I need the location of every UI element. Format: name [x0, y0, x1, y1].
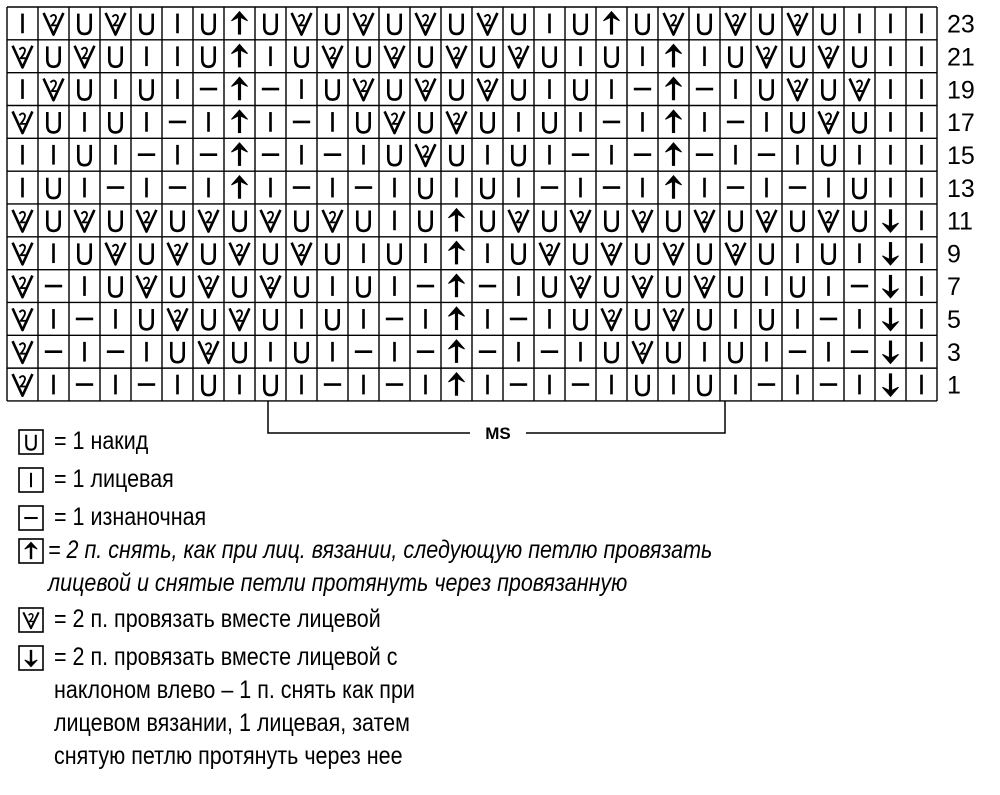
legend-text-line: лицевом вязании, 1 лицевая, затем — [54, 709, 410, 737]
yarnover-cell — [357, 46, 369, 66]
double-decrease-cell — [665, 110, 681, 133]
yarnover-cell — [295, 46, 307, 66]
chart-row — [13, 307, 922, 331]
legend-item-knit — [18, 463, 193, 496]
yarnover-cell — [822, 243, 834, 263]
yarnover-cell — [698, 375, 710, 395]
yarnover-cell — [47, 211, 59, 231]
k2tog-cell — [602, 243, 622, 265]
ssk-cell — [882, 341, 898, 364]
double-decrease-cell — [665, 77, 681, 100]
yarnover-cell — [202, 14, 214, 34]
yarnover-cell — [264, 309, 276, 329]
yarnover-cell — [667, 276, 679, 296]
yarnover-cell — [388, 79, 400, 99]
k2tog-cell — [13, 374, 33, 396]
yarnover-cell — [140, 243, 152, 263]
yarnover-cell — [512, 145, 524, 165]
k2tog-cell — [261, 210, 281, 232]
k2tog-cell — [137, 210, 157, 232]
yarnover-cell — [47, 46, 59, 66]
yarnover-cell — [78, 14, 90, 34]
k2tog-cell — [509, 46, 529, 68]
yarnover-cell — [543, 46, 555, 66]
k2tog-cell — [819, 210, 839, 232]
repeat-label: MS — [485, 424, 511, 440]
yarnover-cell — [233, 211, 245, 231]
k2tog-cell — [75, 46, 95, 68]
yarnover-cell — [450, 145, 462, 165]
chart-row — [13, 241, 922, 265]
k2tog-cell — [230, 308, 250, 330]
legend-item-purl — [18, 501, 231, 534]
yarnover-cell — [109, 112, 121, 132]
double-decrease-cell — [665, 143, 681, 166]
k2tog-cell — [571, 276, 591, 298]
legend-text-line: = 1 изнаночная — [54, 503, 207, 531]
yarnover-cell — [636, 309, 648, 329]
row-number: 21 — [947, 43, 975, 72]
k2tog-cell — [416, 13, 436, 35]
ssk-cell — [882, 209, 898, 232]
yarnover-cell — [574, 309, 586, 329]
yarnover-icon — [18, 429, 44, 455]
k2tog-cell — [757, 46, 777, 68]
k2tog-cell — [416, 144, 436, 166]
yarnover-cell — [791, 46, 803, 66]
yarnover-cell — [729, 276, 741, 296]
k2tog-cell — [44, 13, 64, 35]
k2tog-cell — [292, 243, 312, 265]
legend-text — [48, 534, 712, 600]
yarnover-cell — [233, 276, 245, 296]
k2tog-cell — [13, 111, 33, 133]
purl-icon — [18, 505, 44, 531]
k2tog-cell — [385, 46, 405, 68]
yarnover-cell — [326, 79, 338, 99]
double-decrease-cell — [448, 340, 464, 363]
yarnover-cell — [47, 178, 59, 198]
ssk-cell — [882, 275, 898, 298]
yarnover-cell — [481, 112, 493, 132]
yarnover-cell — [295, 211, 307, 231]
k2tog-cell — [726, 13, 746, 35]
yarnover-cell — [481, 178, 493, 198]
yarnover-cell — [822, 145, 834, 165]
yarnover-cell — [822, 14, 834, 34]
k2tog-cell — [354, 79, 374, 101]
k2tog-cell — [695, 210, 715, 232]
k2tog-cell — [354, 13, 374, 35]
yarnover-cell — [295, 276, 307, 296]
yarnover-cell — [326, 309, 338, 329]
yarnover-cell — [202, 375, 214, 395]
yarnover-cell — [47, 112, 59, 132]
k2tog-cell — [323, 46, 343, 68]
k2tog-cell — [137, 276, 157, 298]
k2tog-cell — [447, 111, 467, 133]
yarnover-cell — [853, 178, 865, 198]
yarnover-cell — [636, 243, 648, 263]
k2tog-cell — [664, 243, 684, 265]
double-decrease-cell — [448, 209, 464, 232]
row-number: 1 — [947, 371, 961, 400]
yarnover-cell — [698, 14, 710, 34]
legend-item-ssk — [18, 641, 474, 773]
yarnover-cell — [140, 309, 152, 329]
yarnover-cell — [109, 211, 121, 231]
legend-text-line: = 2 п. провязать вместе лицевой — [54, 605, 381, 633]
yarnover-cell — [357, 112, 369, 132]
yarnover-cell — [78, 243, 90, 263]
knit-icon — [18, 467, 44, 493]
yarnover-cell — [729, 46, 741, 66]
k2tog-cell — [509, 210, 529, 232]
k2tog-cell — [13, 276, 33, 298]
k2tog-cell — [602, 308, 622, 330]
k2tog-cell — [571, 210, 591, 232]
yarnover-cell — [698, 243, 710, 263]
yarnover-cell — [140, 79, 152, 99]
double-decrease-cell — [448, 373, 464, 396]
k2tog-cell — [633, 341, 653, 363]
legend-text-line: = 2 п. снять, как при лиц. вязании, следующую петлю провязать — [48, 536, 713, 564]
yarnover-cell — [791, 276, 803, 296]
yarnover-cell — [791, 112, 803, 132]
yarnover-cell — [388, 145, 400, 165]
legend-text-line: = 1 лицевая — [54, 465, 174, 493]
k2tog-cell — [261, 276, 281, 298]
yarnover-cell — [512, 79, 524, 99]
yarnover-cell — [357, 276, 369, 296]
k2tog-cell — [13, 210, 33, 232]
legend-text — [54, 603, 381, 636]
k2tog-cell — [106, 13, 126, 35]
yarnover-cell — [419, 211, 431, 231]
legend-item-double-decrease — [18, 534, 821, 600]
ssk-icon — [18, 645, 44, 671]
yarnover-cell — [698, 309, 710, 329]
k2tog-cell — [230, 243, 250, 265]
double-decrease-cell — [231, 143, 247, 166]
yarnover-cell — [388, 14, 400, 34]
k2tog-cell — [788, 13, 808, 35]
yarnover-cell — [729, 342, 741, 362]
yarnover-cell — [760, 14, 772, 34]
k2tog-cell — [323, 210, 343, 232]
k2tog-cell — [106, 243, 126, 265]
double-decrease-cell — [665, 44, 681, 67]
yarnover-cell — [171, 342, 183, 362]
k2tog-cell — [726, 243, 746, 265]
double-decrease-cell — [231, 110, 247, 133]
yarnover-cell — [202, 46, 214, 66]
double-decrease-cell — [448, 274, 464, 297]
yarnover-cell — [853, 211, 865, 231]
row-number: 7 — [947, 273, 961, 302]
repeat-bracket — [268, 401, 725, 440]
yarnover-cell — [171, 211, 183, 231]
row-number: 17 — [947, 109, 975, 138]
yarnover-cell — [822, 79, 834, 99]
double-decrease-cell — [448, 241, 464, 264]
k2tog-cell — [695, 276, 715, 298]
k2tog-cell — [199, 210, 219, 232]
k2tog-cell — [819, 111, 839, 133]
legend-text-line: наклоном влево – 1 п. снять как при — [54, 676, 415, 704]
row-number: 19 — [947, 76, 975, 105]
ssk-cell — [882, 242, 898, 265]
row-number: 9 — [947, 240, 961, 269]
k2tog-cell — [13, 341, 33, 363]
yarnover-cell — [78, 79, 90, 99]
yarnover-cell — [419, 112, 431, 132]
yarnover-cell — [543, 211, 555, 231]
k2tog-cell — [168, 243, 188, 265]
k2tog-cell — [664, 13, 684, 35]
yarnover-cell — [605, 46, 617, 66]
yarnover-cell — [140, 14, 152, 34]
row-number: 3 — [947, 338, 961, 367]
double-decrease-cell — [665, 176, 681, 199]
yarnover-cell — [543, 112, 555, 132]
yarnover-cell — [78, 145, 90, 165]
yarnover-cell — [605, 342, 617, 362]
yarnover-cell — [605, 211, 617, 231]
k2tog-cell — [819, 46, 839, 68]
k2tog-cell — [44, 79, 64, 101]
chart-row — [13, 373, 922, 397]
yarnover-cell — [667, 211, 679, 231]
yarnover-cell — [450, 14, 462, 34]
k2tog-cell — [199, 341, 219, 363]
yarnover-cell — [574, 79, 586, 99]
k2tog-cell — [540, 243, 560, 265]
yarnover-cell — [667, 342, 679, 362]
yarnover-cell — [512, 243, 524, 263]
yarnover-cell — [264, 375, 276, 395]
row-number: 13 — [947, 174, 975, 203]
yarnover-cell — [295, 342, 307, 362]
yarnover-cell — [202, 243, 214, 263]
row-number: 23 — [947, 10, 975, 39]
k2tog-cell — [478, 13, 498, 35]
k2tog-cell — [850, 79, 870, 101]
yarnover-cell — [171, 276, 183, 296]
k2tog-cell — [416, 79, 436, 101]
yarnover-cell — [574, 14, 586, 34]
yarnover-cell — [853, 112, 865, 132]
yarnover-cell — [543, 276, 555, 296]
yarnover-cell — [760, 79, 772, 99]
k2tog-cell — [385, 111, 405, 133]
yarnover-cell — [388, 243, 400, 263]
yarnover-cell — [636, 14, 648, 34]
legend-text-line: лицевой и снятые петли протянуть через провязанную — [48, 569, 628, 597]
legend-text — [54, 425, 148, 458]
yarnover-cell — [853, 46, 865, 66]
yarnover-cell — [233, 342, 245, 362]
k2tog-cell — [664, 308, 684, 330]
yarnover-cell — [574, 243, 586, 263]
yarnover-cell — [419, 178, 431, 198]
yarnover-cell — [357, 211, 369, 231]
yarnover-cell — [605, 276, 617, 296]
legend-text — [54, 463, 174, 496]
yarnover-cell — [109, 46, 121, 66]
double-decrease-cell — [231, 12, 247, 35]
chart-row — [13, 340, 922, 364]
double-decrease-cell — [448, 307, 464, 330]
yarnover-cell — [729, 211, 741, 231]
double-decrease-icon — [18, 538, 44, 564]
ssk-cell — [882, 373, 898, 396]
ssk-cell — [882, 308, 898, 331]
yarnover-cell — [109, 276, 121, 296]
yarnover-cell — [760, 243, 772, 263]
yarnover-cell — [419, 46, 431, 66]
k2tog-cell — [478, 79, 498, 101]
legend-item-yarnover — [18, 425, 164, 458]
yarnover-cell — [636, 375, 648, 395]
row-number: 15 — [947, 141, 975, 170]
yarnover-cell — [326, 243, 338, 263]
k2tog-cell — [633, 276, 653, 298]
legend-text — [54, 501, 206, 534]
k2tog-cell — [292, 13, 312, 35]
yarnover-cell — [512, 14, 524, 34]
yarnover-cell — [264, 243, 276, 263]
yarnover-cell — [791, 211, 803, 231]
yarnover-cell — [450, 79, 462, 99]
double-decrease-cell — [603, 12, 619, 35]
yarnover-cell — [326, 14, 338, 34]
yarnover-cell — [481, 211, 493, 231]
double-decrease-cell — [231, 77, 247, 100]
double-decrease-cell — [231, 44, 247, 67]
k2tog-cell — [788, 79, 808, 101]
legend-text-line: = 2 п. провязать вместе лицевой с — [54, 643, 398, 671]
k2tog-cell — [168, 308, 188, 330]
yarnover-cell — [202, 309, 214, 329]
k2tog-cell — [757, 210, 777, 232]
chart-row — [13, 209, 922, 233]
k2tog-cell — [13, 308, 33, 330]
k2tog-cell — [447, 46, 467, 68]
k2tog-cell — [13, 243, 33, 265]
legend-text-line: = 1 накид — [54, 427, 149, 455]
k2tog-icon — [18, 607, 44, 633]
k2tog-cell — [633, 210, 653, 232]
row-number: 11 — [947, 207, 973, 236]
legend-item-k2tog — [18, 603, 434, 636]
k2tog-cell — [199, 276, 219, 298]
k2tog-cell — [13, 46, 33, 68]
k2tog-cell — [75, 210, 95, 232]
chart-row — [13, 110, 922, 133]
legend-text-line: снятую петлю протянуть через нее — [54, 742, 403, 770]
yarnover-cell — [760, 309, 772, 329]
yarnover-cell — [481, 46, 493, 66]
yarnover-cell — [264, 14, 276, 34]
legend-text — [54, 641, 415, 773]
row-number: 5 — [947, 306, 961, 335]
chart-row — [13, 274, 922, 298]
double-decrease-cell — [231, 176, 247, 199]
chart-row — [13, 44, 922, 67]
